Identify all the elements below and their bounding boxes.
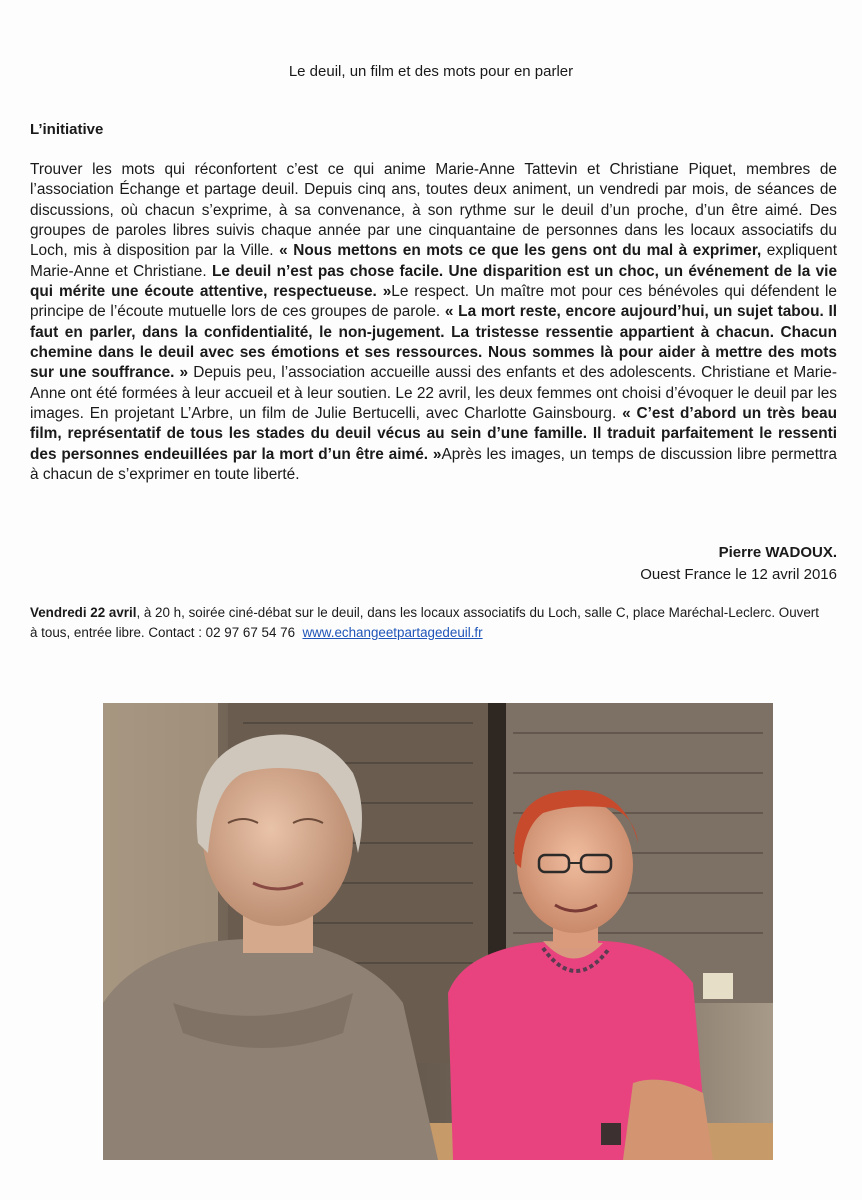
- photo-two-women: [103, 703, 773, 1160]
- author-signature: Pierre WADOUX.: [718, 544, 837, 561]
- source-line: Ouest France le 12 avril 2016: [640, 566, 837, 583]
- article-segment: Le respect. Un maître mot pour ces bénévoles qui défendent le principe de l’écoute mutuelle lors de ces groupes de parole.: [30, 283, 837, 321]
- article-segment: expliquent Marie-Anne et Christiane.: [30, 242, 837, 280]
- website-link[interactable]: www.echangeetpartagedeuil.fr: [302, 625, 483, 640]
- article-segment: Après les images, un temps de discussion libre permettra à chacun de s’exprimer en toute liberté.: [30, 445, 837, 484]
- event-details: , à 20 h, soirée ciné-débat sur le deuil, dans les locaux associatifs du Loch, salle C, place Maréchal-Leclerc. Ouvert à tous, entrée libre. Contact : 02 97 67 54 76: [30, 605, 819, 640]
- event-info: [30, 603, 820, 643]
- article-body: [30, 160, 837, 486]
- section-heading: L’initiative: [30, 121, 104, 138]
- article-segment: Depuis peu, l’association accueille aussi des enfants et des adolescents. Christiane et Marie-Anne ont été formées à leur accueil et à leur soutien. Le 22 avril, les deux femmes ont choisi d’évoquer le deuil par les images. En projetant L’Arbre, un film de Julie Bertucelli, avec Charlotte Gainsbourg.: [30, 364, 837, 423]
- article-quote: « C’est d’abord un très beau film, représentatif de tous les stades du deuil vécus au sein d’une famille. Il traduit parfaitement le ressenti des personnes endeuillées par la mort d’un être aimé. »: [30, 405, 837, 463]
- article-quote: « Nous mettons en mots ce que les gens ont du mal à exprimer,: [279, 242, 762, 260]
- article-quote: Le deuil n’est pas chose facile. Une disparition est un choc, un événement de la vie qui mérite une écoute attentive, respectueuse. »: [30, 262, 838, 301]
- page-title: Le deuil, un film et des mots pour en parler: [288, 63, 574, 80]
- article-quote: « La mort reste, encore aujourd’hui, un sujet tabou. Il faut en parler, dans la confidentialité, le non-jugement. La tristesse ressentie appartient à chacun. Chacun chemine dans le deuil avec ses émotions et ses ressources. Nous sommes là pour aider à mettre des mots sur une souffrance. »: [30, 303, 837, 382]
- article-segment: Trouver les mots qui réconfortent c’est ce qui anime Marie-Anne Tattevin et Christiane Piquet, membres de l’association Échange et partage deuil. Depuis cinq ans, toutes deux animent, un vendredi par mois, de séances de discussions, où chacun s’exprime, à sa convenance, à son rythme sur le deuil d’un proche, d’un être aimé. Des groupes de paroles libres suivis chaque année par une cinquantaine de personnes dans les locaux associatifs du Loch, mis à disposition par la Ville.: [30, 161, 837, 260]
- event-date: Vendredi 22 avril: [30, 605, 137, 620]
